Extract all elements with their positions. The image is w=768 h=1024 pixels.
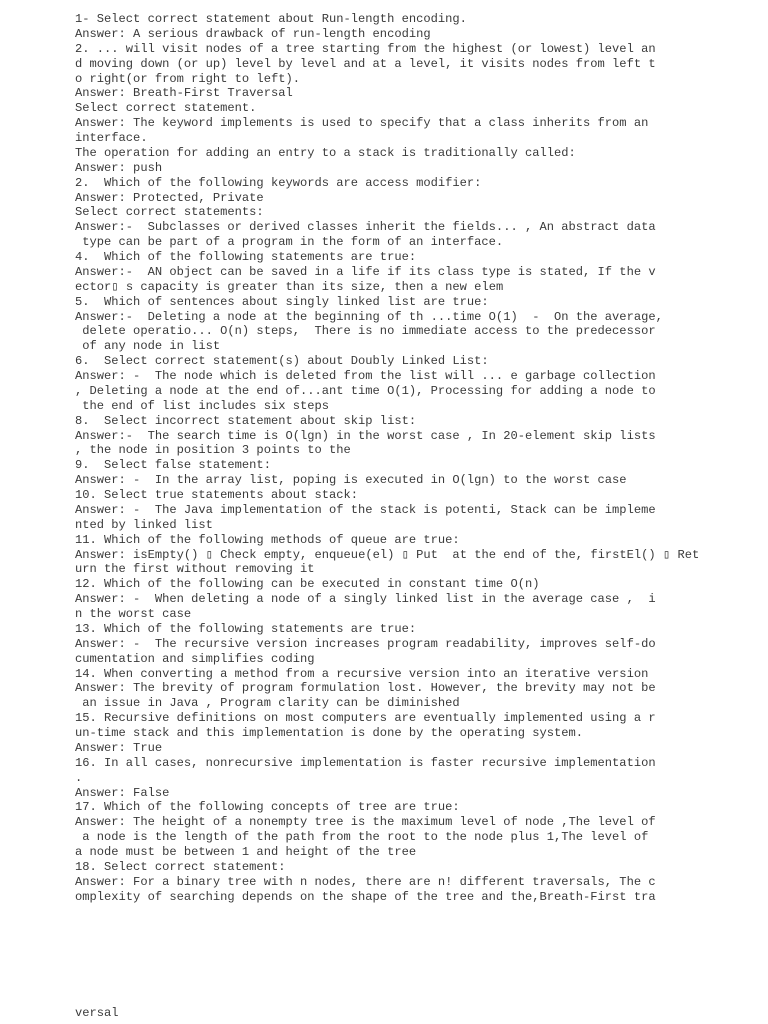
document-line: urn the first without removing it	[75, 562, 315, 577]
document-line: , the node in position 3 points to the	[75, 443, 351, 458]
document-line: Answer: - The recursive version increases program readability, improves self-do	[75, 636, 656, 651]
document-line: 9. Select false statement:	[75, 458, 271, 473]
document-line: Answer: The keyword implements is used to specify that a class inherits from an	[75, 116, 649, 131]
document-line: .	[75, 770, 83, 785]
document-line: an issue in Java , Program clarity can be diminished	[75, 696, 460, 711]
document-line: o right(or from right to left).	[75, 71, 300, 86]
document-line: 17. Which of the following concepts of tree are true:	[75, 800, 460, 815]
document-line: 8. Select incorrect statement about skip list:	[75, 413, 417, 428]
document-line: The operation for adding an entry to a stack is traditionally called:	[75, 145, 576, 160]
document-line: Answer: Breath-First Traversal	[75, 86, 293, 101]
document-line: 14. When converting a method from a recursive version into an iterative version	[75, 666, 649, 681]
document-line: the end of list includes six steps	[75, 398, 330, 413]
document-line: ector▯ s capacity is greater than its size, then a new elem	[75, 279, 504, 294]
document-line: 2. ... will visit nodes of a tree starting from the highest (or lowest) level an	[75, 41, 656, 56]
document-line: , Deleting a node at the end of...ant time O(1), Processing for adding a node to	[75, 383, 656, 398]
document-line: Select correct statements:	[75, 205, 264, 220]
document-line: omplexity of searching depends on the shape of the tree and the,Breath-First tra	[75, 889, 656, 904]
document-line: a node is the length of the path from the root to the node plus 1,The level of	[75, 830, 649, 845]
document-line: interface.	[75, 131, 148, 145]
document-text-block	[75, 12, 735, 905]
document-line: a node must be between 1 and height of the tree	[75, 845, 417, 859]
document-line: type can be part of a program in the form of an interface.	[75, 235, 504, 250]
document-line: Answer: - In the array list, poping is executed in O(lgn) to the worst case	[75, 473, 627, 488]
document-line: 6. Select correct statement(s) about Doubly Linked List:	[75, 354, 489, 369]
document-line: Answer:- Subclasses or derived classes inherit the fields... , An abstract data	[75, 220, 656, 235]
document-line: 16. In all cases, nonrecursive implementation is faster recursive implementation	[75, 755, 656, 770]
document-line: Answer: True	[75, 740, 163, 755]
document-line: Answer: Protected, Private	[75, 190, 264, 205]
document-line: Answer: - The node which is deleted from the list will ... e garbage collection	[75, 369, 656, 383]
document-line: n the worst case	[75, 607, 192, 621]
document-line: 18. Select correct statement:	[75, 859, 286, 874]
document-line: of any node in list	[75, 339, 221, 354]
document-line: Answer: - The Java implementation of the stack is potenti, Stack can be impleme	[75, 502, 656, 517]
document-line: Answer: For a binary tree with n nodes, there are n! different traversals, The c	[75, 874, 656, 889]
trailing-line: versal	[75, 1006, 119, 1020]
document-line: Answer: False	[75, 785, 170, 800]
document-line: Answer: push	[75, 160, 163, 175]
document-line: d moving down (or up) level by level and at a level, it visits nodes from left t	[75, 56, 656, 71]
document-line: Answer: A serious drawback of run-length encoding	[75, 26, 431, 41]
document-line: Answer: isEmpty() ▯ Check empty, enqueue(el) ▯ Put at the end of the, firstEl() ▯ Ret	[75, 547, 700, 562]
document-line: Answer:- The search time is O(lgn) in the worst case , In 20-element skip lists	[75, 428, 656, 443]
document-line: 4. Which of the following statements are true:	[75, 250, 417, 264]
document-line: Answer: - When deleting a node of a singly linked list in the average case , i	[75, 592, 656, 607]
document-line: 15. Recursive definitions on most computers are eventually implemented using a r	[75, 711, 656, 726]
document-line: 12. Which of the following can be executed in constant time O(n)	[75, 577, 540, 592]
document-line: 13. Which of the following statements are true:	[75, 621, 417, 636]
document-line: Answer:- Deleting a node at the beginning of th ...time O(1) - On the average,	[75, 309, 663, 324]
document-line: Answer: The height of a nonempty tree is the maximum level of node ,The level of	[75, 815, 656, 830]
document-line: 10. Select true statements about stack:	[75, 488, 359, 502]
document-line: 11. Which of the following methods of queue are true:	[75, 532, 460, 547]
document-line: un-time stack and this implementation is done by the operating system.	[75, 726, 584, 740]
document-line: nted by linked list	[75, 517, 213, 532]
document-line: Answer: The brevity of program formulation lost. However, the brevity may not be	[75, 681, 656, 696]
document-line: 2. Which of the following keywords are access modifier:	[75, 175, 482, 190]
document-line: 1- Select correct statement about Run-length encoding.	[75, 12, 467, 26]
document-line: Answer:- AN object can be saved in a life if its class type is stated, If the v	[75, 264, 656, 279]
document-line: delete operatio... O(n) steps, There is no immediate access to the predecessor	[75, 324, 656, 339]
document-line: Select correct statement.	[75, 101, 257, 116]
document-line: cumentation and simplifies coding	[75, 651, 315, 666]
document-line: 5. Which of sentences about singly linked list are true:	[75, 294, 489, 309]
